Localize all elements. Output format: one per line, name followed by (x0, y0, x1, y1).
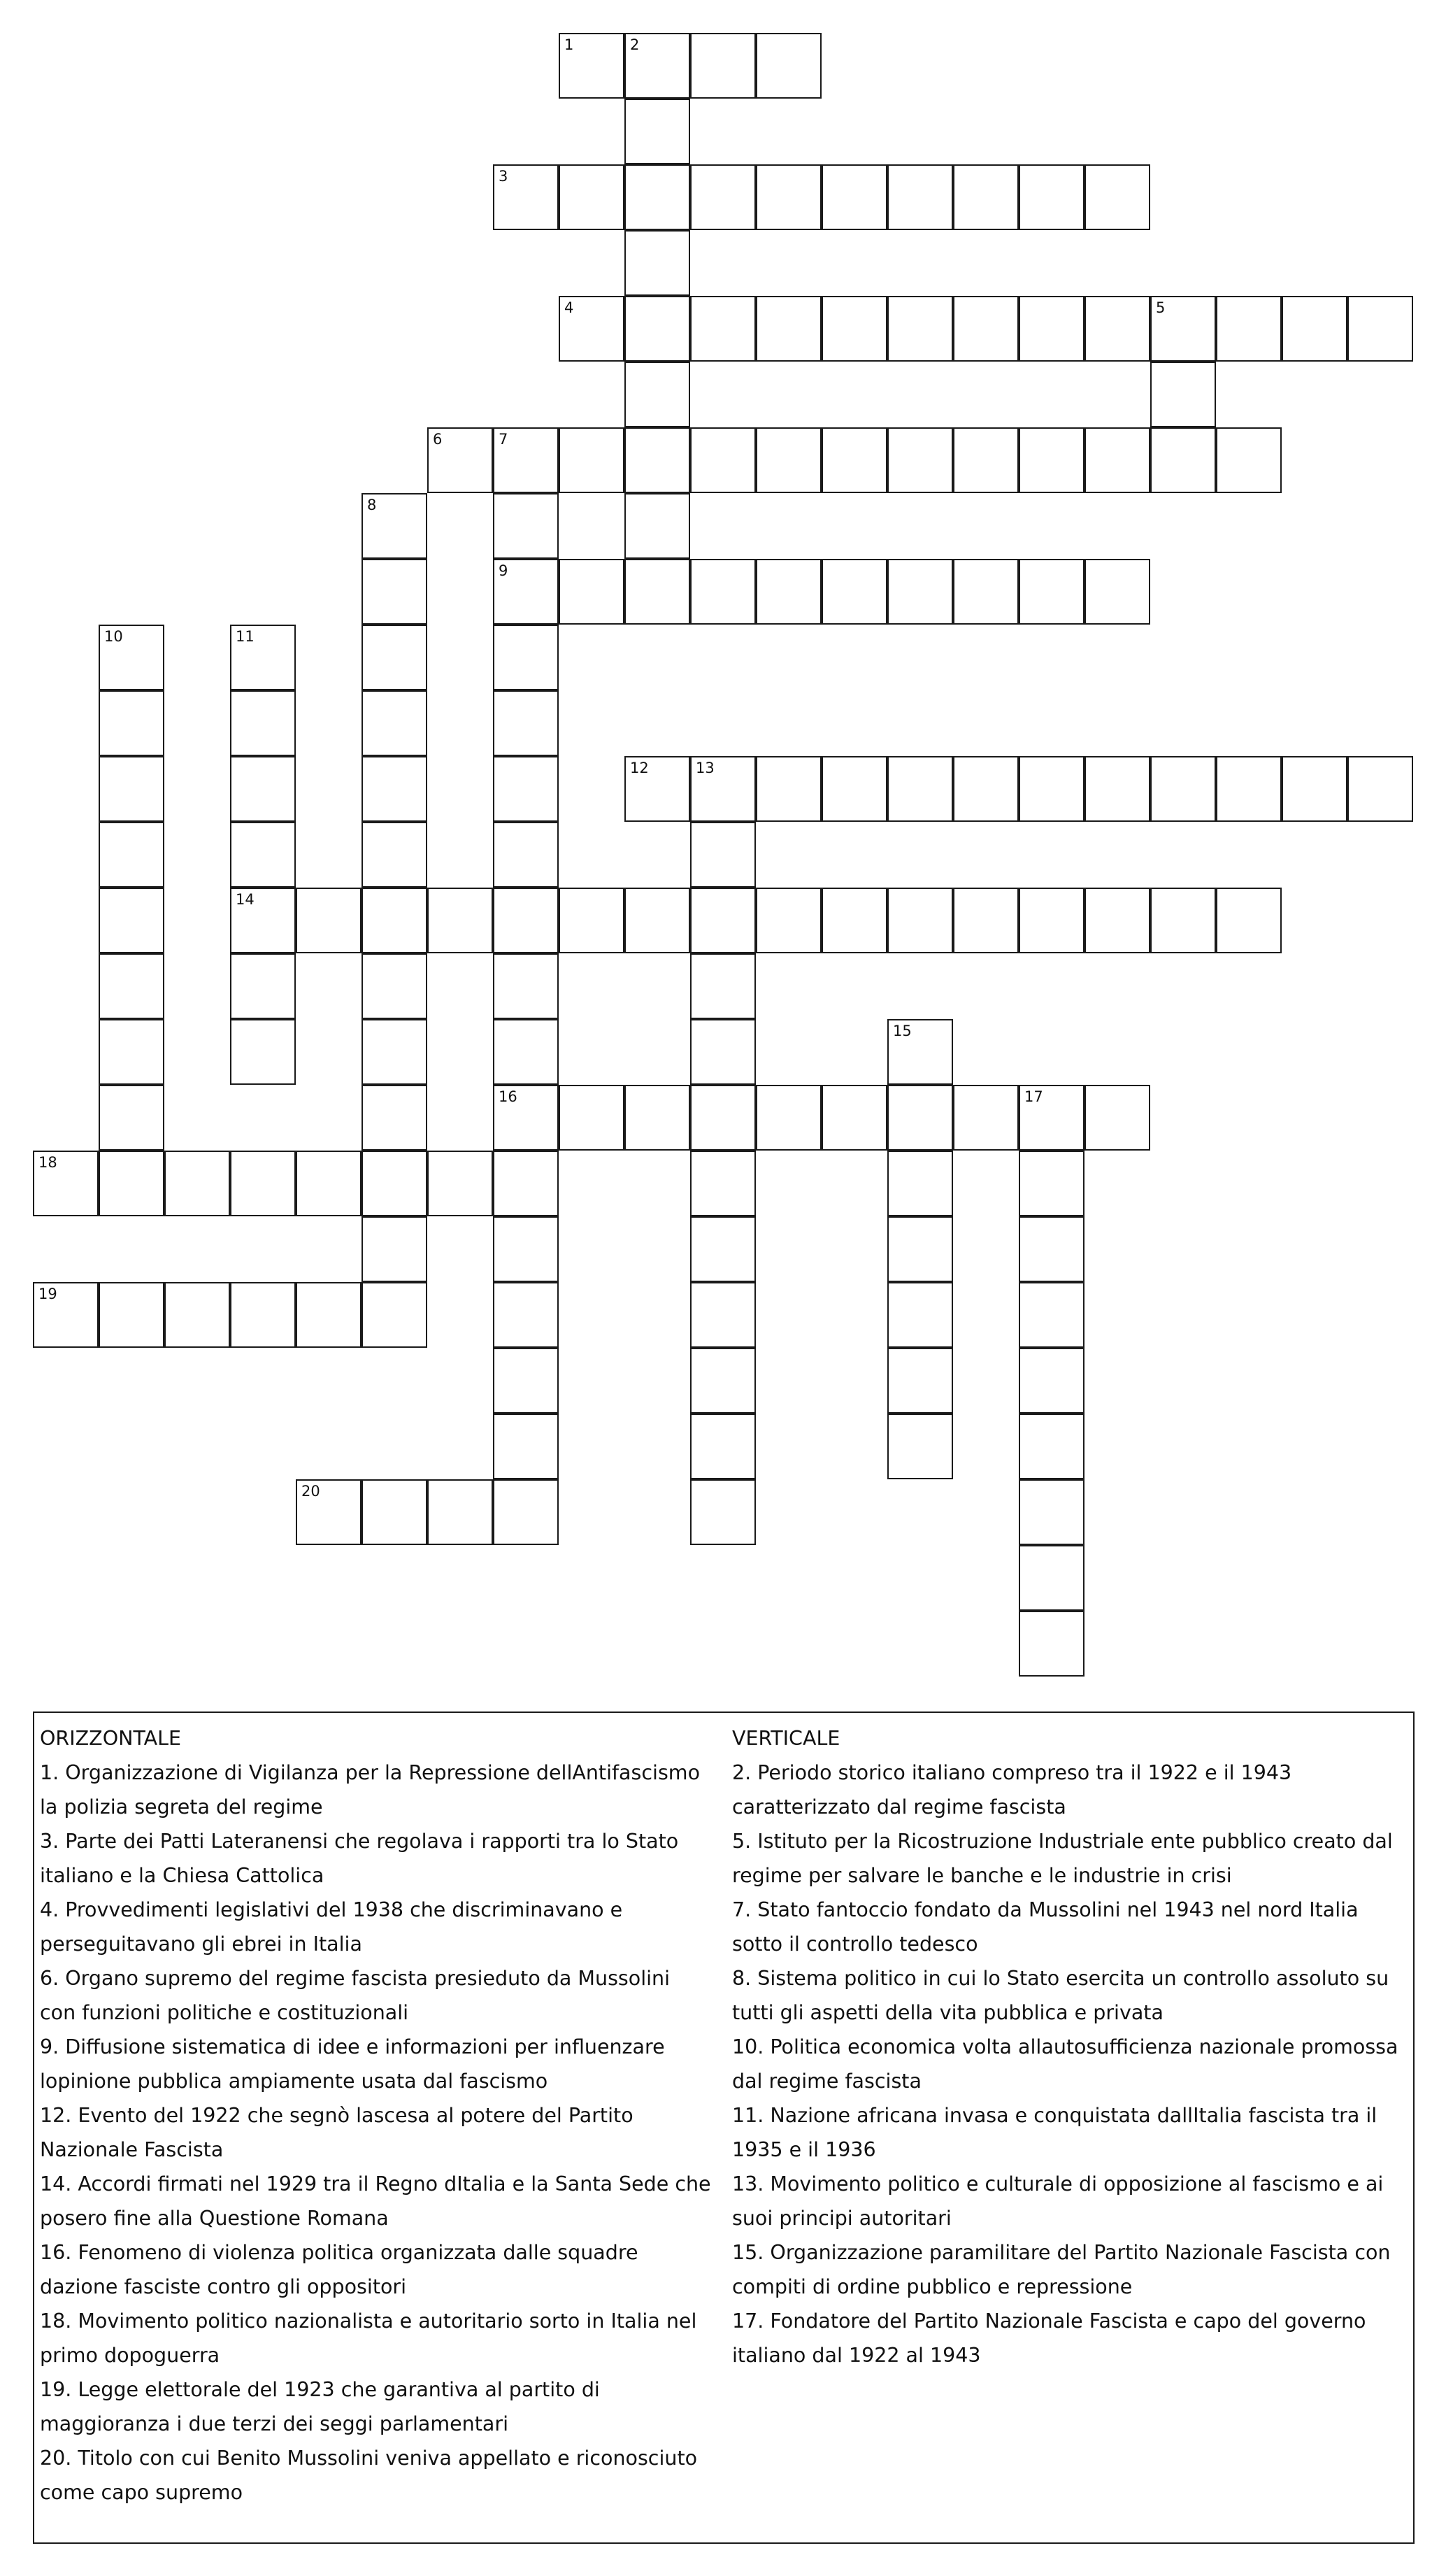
grid-cell[interactable] (624, 756, 690, 822)
grid-cell[interactable] (493, 427, 559, 493)
down-clue: 17. Fondatore del Partito Nazionale Fascista e capo del governo italiano dal 1922 al 1943 (732, 2310, 1366, 2367)
grid-cell[interactable] (756, 33, 822, 99)
clues-panel (33, 1712, 1415, 2544)
grid-cell[interactable] (493, 1282, 559, 1348)
grid-cell[interactable] (887, 427, 953, 493)
grid-cell[interactable] (1150, 427, 1216, 493)
grid-cell[interactable] (624, 427, 690, 493)
grid-cell[interactable] (822, 888, 887, 953)
across-clue: 9. Diffusione sistematica di idee e informazioni per influenzare lopinione pubblica ampiamente usata dal fascismo (40, 2035, 665, 2093)
grid-cell[interactable] (1216, 756, 1282, 822)
grid-cell[interactable] (756, 559, 822, 625)
grid-cell[interactable] (953, 756, 1019, 822)
grid-cell[interactable] (493, 1216, 559, 1282)
clue-number: 10 (104, 628, 123, 645)
grid-cell[interactable] (887, 1348, 953, 1414)
grid-cell[interactable] (756, 164, 822, 230)
grid-cell[interactable] (1150, 756, 1216, 822)
grid-cell[interactable] (362, 1216, 427, 1282)
grid-cell[interactable] (756, 888, 822, 953)
grid-cell[interactable] (756, 296, 822, 362)
grid-cell[interactable] (362, 822, 427, 888)
grid-cell[interactable] (164, 1151, 230, 1216)
grid-cell[interactable] (1019, 756, 1084, 822)
clue-number: 18 (38, 1154, 57, 1171)
grid-cell[interactable] (296, 1151, 362, 1216)
grid-cell[interactable] (164, 1282, 230, 1348)
across-clue: 4. Provvedimenti legislativi del 1938 che discriminavano e perseguitavano gli ebrei in Italia (40, 1898, 623, 1956)
grid-cell[interactable] (756, 1085, 822, 1151)
grid-cell[interactable] (624, 362, 690, 427)
grid-cell[interactable] (230, 953, 296, 1019)
grid-cell[interactable] (887, 1019, 953, 1085)
grid-cell[interactable] (230, 625, 296, 690)
grid-cell[interactable] (1019, 1611, 1084, 1677)
grid-cell[interactable] (493, 1414, 559, 1479)
clue-number: 17 (1024, 1088, 1043, 1105)
grid-cell[interactable] (1216, 888, 1282, 953)
grid-cell[interactable] (230, 1282, 296, 1348)
grid-cell[interactable] (822, 559, 887, 625)
grid-cell[interactable] (362, 1019, 427, 1085)
grid-cell[interactable] (493, 690, 559, 756)
grid-cell[interactable] (887, 1151, 953, 1216)
grid-cell[interactable] (1216, 296, 1282, 362)
grid-cell[interactable] (493, 1479, 559, 1545)
grid-cell[interactable] (1019, 427, 1084, 493)
clue-number: 2 (630, 36, 640, 53)
down-clue: 13. Movimento politico e culturale di opposizione al fascismo e ai suoi principi autoritari (732, 2172, 1384, 2230)
grid-cell[interactable] (887, 1216, 953, 1282)
grid-cell[interactable] (1150, 888, 1216, 953)
grid-cell[interactable] (624, 164, 690, 230)
grid-cell[interactable] (1347, 296, 1413, 362)
clue-number: 4 (564, 299, 574, 316)
grid-cell[interactable] (1019, 1414, 1084, 1479)
grid-cell[interactable] (427, 888, 493, 953)
grid-cell[interactable] (230, 1151, 296, 1216)
down-clue: 5. Istituto per la Ricostruzione Industriale ente pubblico creato dal regime per salvare le banche e le industrie in crisi (732, 1830, 1393, 1887)
grid-cell[interactable] (296, 1479, 362, 1545)
grid-cell[interactable] (690, 164, 756, 230)
grid-cell[interactable] (362, 493, 427, 559)
grid-cell[interactable] (99, 1019, 164, 1085)
grid-cell[interactable] (822, 427, 887, 493)
across-clue: 6. Organo supremo del regime fascista presieduto da Mussolini con funzioni politiche e costituzionali (40, 1967, 671, 2024)
clue-number: 1 (564, 36, 574, 53)
across-clue: 20. Titolo con cui Benito Mussolini veniva appellato e riconosciuto come capo supremo (40, 2447, 698, 2504)
clue-number: 13 (696, 760, 715, 776)
grid-cell[interactable] (33, 1282, 99, 1348)
grid-cell[interactable] (362, 559, 427, 625)
grid-cell[interactable] (822, 756, 887, 822)
grid-cell[interactable] (690, 1348, 756, 1414)
grid-cell[interactable] (822, 1085, 887, 1151)
grid-cell[interactable] (493, 953, 559, 1019)
grid-cell[interactable] (230, 888, 296, 953)
grid-cell[interactable] (296, 888, 362, 953)
grid-cell[interactable] (624, 99, 690, 164)
grid-cell[interactable] (690, 1282, 756, 1348)
down-clues (732, 1721, 1409, 2372)
grid-cell[interactable] (493, 888, 559, 953)
grid-cell[interactable] (690, 953, 756, 1019)
grid-cell[interactable] (887, 888, 953, 953)
grid-cell[interactable] (1019, 1479, 1084, 1545)
grid-cell[interactable] (690, 822, 756, 888)
grid-cell[interactable] (230, 1019, 296, 1085)
grid-cell[interactable] (99, 888, 164, 953)
grid-cell[interactable] (690, 1479, 756, 1545)
grid-cell[interactable] (99, 1085, 164, 1151)
grid-cell[interactable] (362, 690, 427, 756)
grid-cell[interactable] (690, 427, 756, 493)
grid-cell[interactable] (822, 164, 887, 230)
grid-cell[interactable] (1019, 1151, 1084, 1216)
clue-number: 9 (499, 562, 508, 579)
clue-number: 12 (630, 760, 649, 776)
down-clue: 7. Stato fantoccio fondato da Mussolini nel 1943 nel nord Italia sotto il controllo tedesco (732, 1898, 1359, 1956)
grid-cell[interactable] (624, 888, 690, 953)
grid-cell[interactable] (690, 888, 756, 953)
grid-cell[interactable] (493, 1348, 559, 1414)
grid-cell[interactable] (493, 625, 559, 690)
grid-cell[interactable] (559, 33, 624, 99)
grid-cell[interactable] (362, 756, 427, 822)
grid-cell[interactable] (99, 690, 164, 756)
grid-cell[interactable] (1019, 164, 1084, 230)
grid-cell[interactable] (1019, 1085, 1084, 1151)
grid-cell[interactable] (493, 493, 559, 559)
grid-cell[interactable] (427, 1151, 493, 1216)
grid-cell[interactable] (296, 1282, 362, 1348)
grid-cell[interactable] (427, 427, 493, 493)
grid-cell[interactable] (1019, 1545, 1084, 1611)
grid-cell[interactable] (690, 756, 756, 822)
grid-cell[interactable] (493, 1151, 559, 1216)
grid-cell[interactable] (362, 1479, 427, 1545)
grid-cell[interactable] (887, 559, 953, 625)
grid-cell[interactable] (1019, 296, 1084, 362)
grid-cell[interactable] (559, 559, 624, 625)
grid-cell[interactable] (690, 1414, 756, 1479)
grid-cell[interactable] (1282, 756, 1347, 822)
across-clue: 16. Fenomeno di violenza politica organizzata dalle squadre dazione fasciste contro gli oppositori (40, 2241, 638, 2298)
grid-cell[interactable] (1084, 756, 1150, 822)
grid-cell[interactable] (953, 427, 1019, 493)
down-clue: 15. Organizzazione paramilitare del Partito Nazionale Fascista con compiti di ordine pubblico e repressione (732, 2241, 1391, 2298)
clue-number: 3 (499, 168, 508, 185)
grid-cell[interactable] (624, 1085, 690, 1151)
clue-number: 14 (236, 891, 255, 908)
grid-cell[interactable] (953, 164, 1019, 230)
grid-cell[interactable] (756, 756, 822, 822)
grid-cell[interactable] (690, 559, 756, 625)
grid-cell[interactable] (99, 756, 164, 822)
across-clue: 14. Accordi firmati nel 1929 tra il Regno dItalia e la Santa Sede che posero fine alla Questione Romana (40, 2172, 711, 2230)
down-clue: 2. Periodo storico italiano compreso tra il 1922 e il 1943 caratterizzato dal regime fascista (732, 1761, 1292, 1819)
grid-cell[interactable] (362, 1151, 427, 1216)
grid-cell[interactable] (624, 33, 690, 99)
grid-cell[interactable] (493, 164, 559, 230)
grid-cell[interactable] (1216, 427, 1282, 493)
grid-cell[interactable] (690, 1216, 756, 1282)
grid-cell[interactable] (559, 1085, 624, 1151)
grid-cell[interactable] (362, 1282, 427, 1348)
grid-cell[interactable] (493, 559, 559, 625)
down-clue: 11. Nazione africana invasa e conquistata dallItalia fascista tra il 1935 e il 1936 (732, 2104, 1377, 2161)
clue-number: 11 (236, 628, 255, 645)
clue-number: 6 (433, 431, 443, 448)
grid-cell[interactable] (887, 1085, 953, 1151)
grid-cell[interactable] (887, 296, 953, 362)
clue-number: 8 (367, 497, 377, 513)
grid-cell[interactable] (1019, 1216, 1084, 1282)
grid-cell[interactable] (230, 690, 296, 756)
grid-cell[interactable] (1150, 296, 1216, 362)
grid-cell[interactable] (1084, 164, 1150, 230)
grid-cell[interactable] (887, 1414, 953, 1479)
grid-cell[interactable] (99, 953, 164, 1019)
grid-cell[interactable] (1150, 362, 1216, 427)
grid-cell[interactable] (1084, 888, 1150, 953)
grid-cell[interactable] (624, 296, 690, 362)
across-clue: 18. Movimento politico nazionalista e autoritario sorto in Italia nel primo dopoguerra (40, 2310, 697, 2367)
grid-cell[interactable] (624, 559, 690, 625)
grid-cell[interactable] (230, 756, 296, 822)
grid-cell[interactable] (953, 559, 1019, 625)
grid-cell[interactable] (493, 1019, 559, 1085)
grid-cell[interactable] (1019, 1282, 1084, 1348)
grid-cell[interactable] (33, 1151, 99, 1216)
grid-cell[interactable] (99, 625, 164, 690)
clue-number: 15 (893, 1023, 912, 1039)
grid-cell[interactable] (362, 1085, 427, 1151)
grid-cell[interactable] (559, 427, 624, 493)
across-heading: ORIZZONTALE (40, 1727, 182, 1750)
across-clue: 12. Evento del 1922 che segnò lascesa al potere del Partito Nazionale Fascista (40, 2104, 633, 2161)
grid-cell[interactable] (887, 1282, 953, 1348)
grid-cell[interactable] (1019, 559, 1084, 625)
across-clue: 1. Organizzazione di Vigilanza per la Repressione dellAntifascismo la polizia segreta del regime (40, 1761, 701, 1819)
grid-cell[interactable] (756, 427, 822, 493)
grid-cell[interactable] (953, 888, 1019, 953)
grid-cell[interactable] (362, 888, 427, 953)
clue-number: 7 (499, 431, 508, 448)
grid-cell[interactable] (230, 822, 296, 888)
grid-cell[interactable] (427, 1479, 493, 1545)
grid-cell[interactable] (362, 625, 427, 690)
grid-cell[interactable] (559, 296, 624, 362)
grid-cell[interactable] (1019, 1348, 1084, 1414)
grid-cell[interactable] (559, 888, 624, 953)
grid-cell[interactable] (690, 296, 756, 362)
grid-cell[interactable] (1282, 296, 1347, 362)
grid-cell[interactable] (690, 1151, 756, 1216)
grid-cell[interactable] (493, 822, 559, 888)
grid-cell[interactable] (624, 493, 690, 559)
clue-number: 5 (1156, 299, 1166, 316)
clue-number: 19 (38, 1286, 57, 1302)
grid-cell[interactable] (953, 296, 1019, 362)
grid-cell[interactable] (690, 1019, 756, 1085)
grid-cell[interactable] (1084, 296, 1150, 362)
grid-cell[interactable] (1347, 756, 1413, 822)
grid-cell[interactable] (1019, 888, 1084, 953)
grid-cell[interactable] (559, 164, 624, 230)
grid-cell[interactable] (99, 1282, 164, 1348)
clue-number: 20 (301, 1483, 320, 1500)
clue-number: 16 (499, 1088, 517, 1105)
grid-cell[interactable] (690, 33, 756, 99)
grid-cell[interactable] (887, 756, 953, 822)
grid-cell[interactable] (624, 230, 690, 296)
across-clues (40, 1721, 711, 2510)
grid-cell[interactable] (1084, 1085, 1150, 1151)
grid-cell[interactable] (362, 953, 427, 1019)
across-clue: 3. Parte dei Patti Lateranensi che regolava i rapporti tra lo Stato italiano e la Chiesa Cattolica (40, 1830, 679, 1887)
down-heading: VERTICALE (732, 1727, 840, 1750)
down-clue: 10. Politica economica volta allautosufficienza nazionale promossa dal regime fascista (732, 2035, 1398, 2093)
down-clue: 8. Sistema politico in cui lo Stato esercita un controllo assoluto su tutti gli aspetti della vita pubblica e privata (732, 1967, 1389, 2024)
grid-cell[interactable] (99, 822, 164, 888)
grid-cell[interactable] (99, 1151, 164, 1216)
across-clue: 19. Legge elettorale del 1923 che garantiva al partito di maggioranza i due terzi dei seggi parlamentari (40, 2378, 600, 2435)
grid-cell[interactable] (822, 296, 887, 362)
grid-cell[interactable] (690, 1085, 756, 1151)
grid-cell[interactable] (887, 164, 953, 230)
grid-cell[interactable] (1084, 427, 1150, 493)
grid-cell[interactable] (1084, 559, 1150, 625)
grid-cell[interactable] (953, 1085, 1019, 1151)
grid-cell[interactable] (493, 756, 559, 822)
grid-cell[interactable] (493, 1085, 559, 1151)
